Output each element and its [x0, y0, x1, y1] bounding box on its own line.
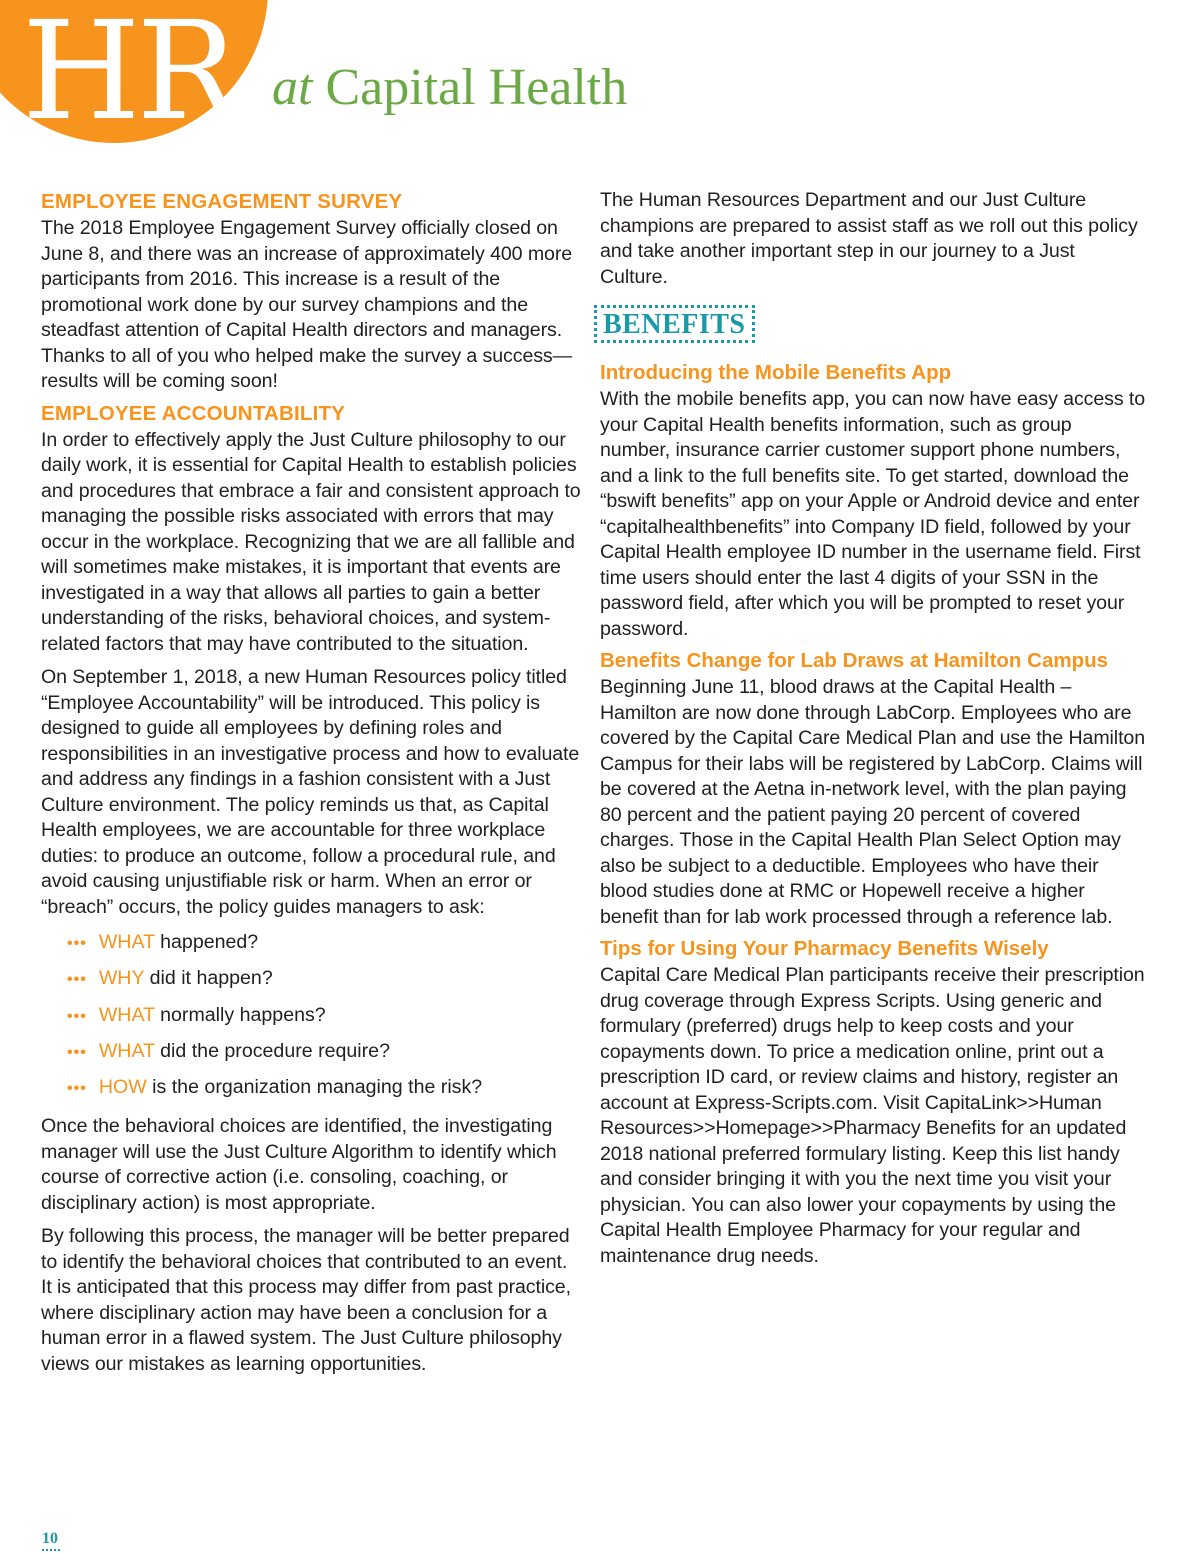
left-column: [41, 188, 581, 1382]
list-item: ••• WHAT happened?: [67, 931, 259, 953]
bullet-dots-icon: •••: [67, 1043, 87, 1061]
list-item: ••• WHAT normally happens?: [67, 1003, 326, 1026]
list-item: ••• HOW is the organization managing the risk?: [67, 1076, 483, 1099]
pharmacy-body: Capital Care Medical Plan participants receive their prescription drug coverage through Express Scripts. Using generic and formulary (preferred) drugs help to keep costs and your copayments down. To price a medication online, print out a prescription ID card, or review claims and history, register an account at Express-Scripts.com. Visit CapitaLink>>Human Resources>>Homepage>>Pharmacy Benefits for an updated 2018 national preferred formulary listing. Keep this list handy and consider bringing it with you the next time you visit your physician. You can also lower your copayments by using the Capital Health Employee Pharmacy for your regular and maintenance drug needs.: [600, 964, 1145, 1267]
accountability-paragraph-1: In order to effectively apply the Just Culture philosophy to our daily work, it is essential for Capital Health to establish policies and procedures that embrace a fair and consistent approach to managing the possible risks associated with errors that may occur in the workplace. Recognizing that we are all fallible and will sometimes make mistakes, it is important that events are investigated in a way that allows all parties to gain a better understanding of the risks, behavioral choices, and system-related factors that may have contributed to the situation.: [41, 428, 581, 655]
right-column: [600, 188, 1145, 1274]
list-item: ••• WHY did it happen?: [67, 967, 273, 990]
accountability-heading: EMPLOYEE ACCOUNTABILITY: [41, 401, 346, 425]
mobile-app-heading: Introducing the Mobile Benefits App: [600, 361, 952, 384]
bullet-dots-icon: •••: [67, 1007, 87, 1025]
bullet-dots-icon: •••: [67, 1080, 87, 1098]
masthead-title: [272, 59, 628, 116]
masthead-at: at: [272, 59, 313, 116]
bullet-dots-icon: •••: [67, 935, 87, 952]
manager-questions-list: [41, 925, 581, 1106]
accountability-paragraph-2: On September 1, 2018, a new Human Resources policy titled “Employee Accountability” will be introduced. This policy is designed to guide all employees by defining roles and responsibilities in an investigative process and how to evaluate and address any findings in a fashion consistent with a Just Culture environment. The policy reminds us that, as Capital Health employees, we are accountable for three workplace duties: to produce an outcome, follow a procedural rule, and avoid causing unjustifiable risk or harm. When an error or “breach” occurs, the policy guides managers to ask:: [41, 666, 580, 918]
lab-draws-body: Beginning June 11, blood draws at the Capital Health – Hamilton are now done through LabCorp. Employees who are covered by the Capital Care Medical Plan and use the Hamilton Campus for their labs will be registered by LabCorp. Claims will be covered at the Aetna in-network level, with the plan paying 80 percent and the patient paying 20 percent of covered charges. Those in the Capital Health Plan Select Option may also be subject to a deductible. Employees who have their blood studies done at RMC or Hopewell receive a higher benefit than for lab work processed through a reference lab.: [600, 676, 1146, 928]
masthead-org: Capital Health: [325, 59, 628, 116]
list-item: ••• WHAT did the procedure require?: [67, 1039, 390, 1062]
page-number-dots: [42, 1549, 60, 1551]
survey-body: The 2018 Employee Engagement Survey officially closed on June 8, and there was an increase of approximately 400 more participants from 2016. This increase is a result of the promotional work done by our survey champions and the steadfast attention of Capital Health directors and managers. Thanks to all of you who helped make the survey a success—results will be coming soon!: [41, 217, 573, 392]
lab-draws-heading: Benefits Change for Lab Draws at Hamilton Campus: [600, 649, 1109, 672]
pharmacy-heading: Tips for Using Your Pharmacy Benefits Wisely: [600, 937, 1049, 960]
accountability-paragraph-4: By following this process, the manager will be better prepared to identify the behavioral choices that contributed to an event. It is anticipated that this process may differ from past practice, where disciplinary action may have been a conclusion for a human error in a flawed system. The Just Culture philosophy views our mistakes as learning opportunities.: [41, 1225, 571, 1375]
survey-heading: EMPLOYEE ENGAGEMENT SURVEY: [41, 190, 403, 213]
hr-logo-text: HR: [22, 0, 235, 151]
capitalink-path: Visit CapitaLink>>Human Resources>>Homepage>>Pharmacy Benefits: [600, 1091, 1102, 1139]
accountability-continued: The Human Resources Department and our Just Culture champions are prepared to assist staff as we roll out this policy and take another important step in our journey to a Just Culture.: [600, 189, 1138, 288]
mobile-app-body: With the mobile benefits app, you can now have easy access to your Capital Health benefits information, such as group number, insurance carrier customer support phone numbers, and a link to the full benefits site. To get started, download the “bswift benefits” app on your Apple or Android device and enter “capitalhealthbenefits” into Company ID field, followed by your Capital Health employee ID number in the username field. First time users should enter the last 4 digits of your SSN in the password field, after which you will be prompted to reset your password.: [600, 388, 1146, 640]
page-number: 10: [42, 1530, 58, 1547]
accountability-paragraph-3: Once the behavioral choices are identified, the investigating manager will use the Just Culture Algorithm to identify which course of corrective action (i.e. consoling, coaching, or disciplinary action) is most appropriate.: [41, 1115, 557, 1214]
bullet-dots-icon: •••: [67, 971, 87, 989]
benefits-heading: BENEFITS: [594, 305, 755, 343]
